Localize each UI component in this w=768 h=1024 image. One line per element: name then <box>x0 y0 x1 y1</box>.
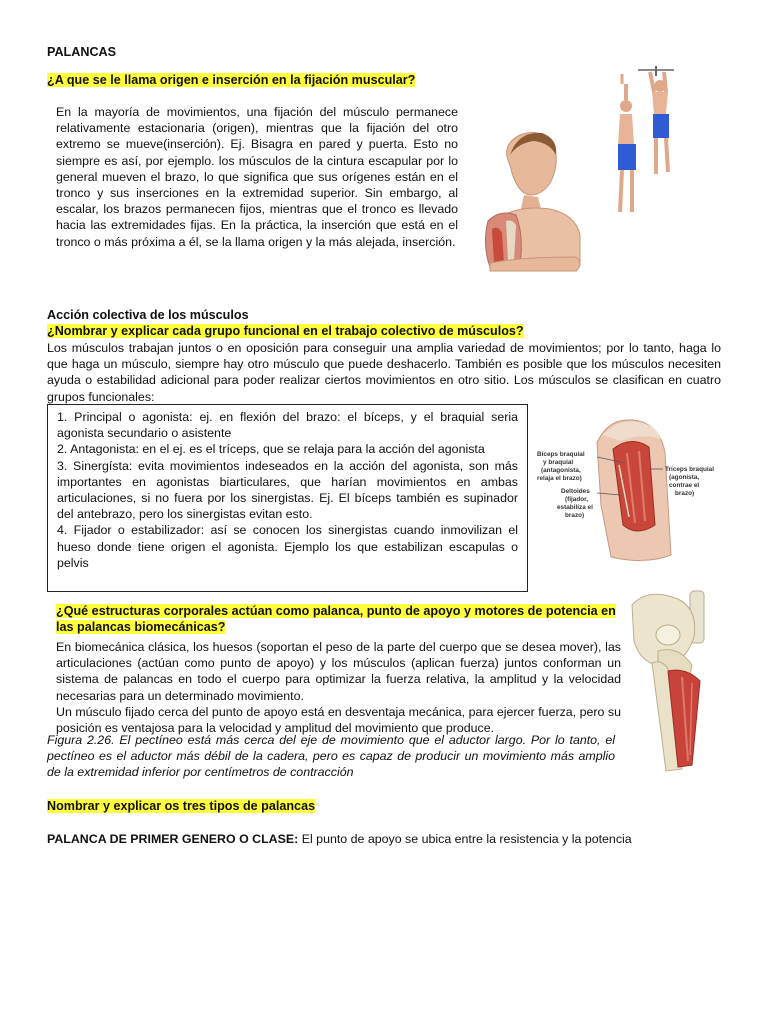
group-synergist: 3. Sinergísta: evita movimientos indeseados en la acción del agonista, son más importantes en agonistas biarticulares, que harían movimientos en ambas articulaciones, si no fuera por los sinergistas. Ej. El bíceps también es supinador del antebrazo, pero los sinergistas evitan esto. <box>57 458 518 522</box>
label-deltoid-3: estabiliza el <box>557 504 593 511</box>
lever-first-text: El punto de apoyo se ubica entre la resistencia y la potencia <box>298 832 632 846</box>
label-triceps-4: brazo) <box>675 490 695 497</box>
functional-groups-box <box>47 404 528 592</box>
question-functional-groups <box>47 323 524 339</box>
label-triceps-3: contrae el <box>669 482 700 489</box>
figure-caption: Figura 2.26. El pectíneo está más cerca del eje de movimiento que el aductor largo. Por lo tanto, el pectíneo es el aductor más débil de la cadera, pero es capaz de producir un movimiento más amplio de la extremidad inferior por centímetros de contracción <box>47 733 615 780</box>
question-lever-types <box>47 798 315 814</box>
page-heading: PALANCAS <box>47 45 117 59</box>
label-deltoid-4: brazo) <box>565 512 585 519</box>
question-highlight: ¿Nombrar y explicar cada grupo funcional en el trabajo colectivo de músculos? <box>47 324 524 338</box>
question-highlight: Nombrar y explicar os tres tipos de palancas <box>47 799 316 813</box>
question-origin-insertion <box>47 72 415 88</box>
label-deltoid-1: Deltoides <box>561 488 590 495</box>
question-highlight: ¿Qué estructuras corporales actúan como palanca, punto de apoyo y motores de potencia en las palancas biomecánicas? <box>56 604 616 635</box>
climbing-figure-illustration <box>598 62 694 220</box>
label-biceps-1: Bíceps braquial <box>537 451 585 458</box>
shoulder-muscle-illustration <box>480 125 590 275</box>
group-antagonist: 2. Antagonista: en el ej. es el tríceps, que se relaja para la acción del agonista <box>57 442 485 457</box>
label-triceps-1: Tríceps braquial <box>665 466 715 473</box>
label-biceps-3: (antagonista, <box>541 467 581 474</box>
lever-first-class <box>47 831 632 847</box>
paragraph-levers-part1: En biomecánica clásica, los huesos (soportan el peso de la parte del cuerpo que se desea mover), las articulaciones (actúan como punto de apoyo) y los músculos (aplican fuerza) juntos conforman un sistema de palancas en todo el cuerpo para optimizar la fuerza relativa, la amplitud y la velocidad necesarias para un determinado movimiento. <box>56 640 621 703</box>
label-biceps-4: relaja el brazo) <box>537 475 582 482</box>
section-collective-action-title: Acción colectiva de los músculos <box>47 308 249 322</box>
hip-muscles-figure <box>628 585 724 775</box>
paragraph-functional-groups: Los músculos trabajan juntos o en oposición para conseguir una amplia variedad de movimientos; por lo tanto, haga lo que haga un músculo, siempre hay otro músculo que puede deshacerlo. También es posible que los músculos necesiten ayuda o estabilidad adicional para poder realizar ciertos movimientos en otro sitio. Los músculos se clasifican en cuatro grupos funcionales: <box>47 341 721 404</box>
lever-first-label: PALANCA DE PRIMER GENERO O CLASE: <box>47 832 299 846</box>
label-deltoid-2: (fijador, <box>565 496 589 503</box>
group-fixator: 4. Fijador o estabilizador: así se conocen los sinergistas cuando inmovilizan el hueso donde tiene origen el agonista. Ejemplo los que estabilizan escapulas o pelvis <box>57 523 518 570</box>
label-triceps-2: (agonista, <box>669 474 700 481</box>
question-biomechanical-levers <box>56 603 621 635</box>
arm-muscles-figure <box>535 405 720 570</box>
label-biceps-2: y braquial <box>543 459 574 466</box>
question-highlight: ¿A que se le llama origen e inserción en la fijación muscular? <box>47 73 416 87</box>
group-agonist: 1. Principal o agonista: ej. en flexión del brazo: el bíceps, y el braquial seria agonista secundario o asistente <box>57 410 518 441</box>
paragraph-biomechanical-levers <box>56 639 621 736</box>
paragraph-levers-part2: Un músculo fijado cerca del punto de apoyo está en desventaja mecánica, para ejercer fuerza, pero su posición es ventajosa para la velocidad y amplitud del movimiento que produce. <box>56 704 621 736</box>
paragraph-origin-insertion: En la mayoría de movimientos, una fijación del músculo permanece relativamente estacionaria (origen), mientras que la fijación del otro extremo se mueve(inserción). Ej. Bisagra en pared y puerta. Esto no siempre es así, por ejemplo. los músculos de la cintura escapular por lo general mueven el brazo, lo que significa que sus orígenes están en el tronco y sus inserciones en la extremidad superior. Sin embargo, al escalar, los brazos permanecen fijos, mientras que el tronco es llevado hacia las extremidades fijas. En la práctica, la inserción que está en el tronco o más próxima a él, se la llama origen y la más alejada, inserción. <box>56 105 458 249</box>
